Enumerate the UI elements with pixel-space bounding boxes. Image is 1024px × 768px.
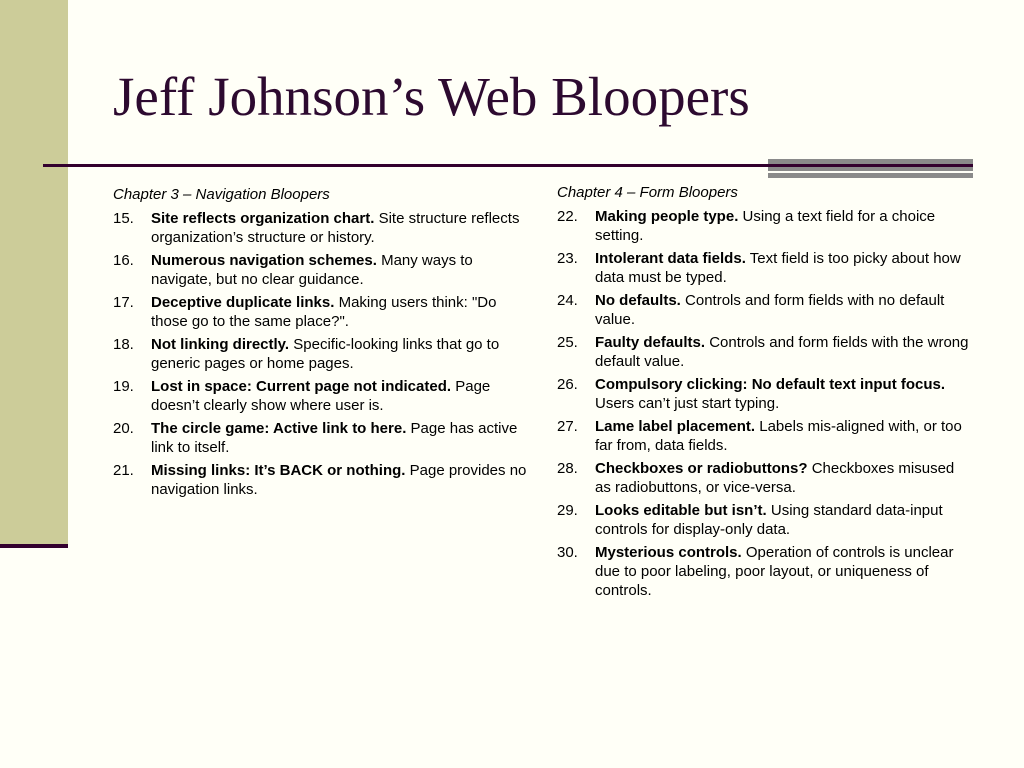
divider-accent-stripes bbox=[768, 159, 973, 177]
list-item bbox=[113, 461, 528, 499]
item-text: Operation of controls is unclear due to poor labeling, poor layout, or uniqueness of controls. bbox=[595, 544, 954, 599]
item-text: Specific-looking links that go to generic pages or home pages. bbox=[151, 336, 500, 372]
list-item bbox=[557, 417, 972, 455]
item-title: Checkboxes or radiobuttons? bbox=[595, 460, 808, 477]
item-title: Numerous navigation schemes. bbox=[151, 252, 377, 269]
item-title: Missing links: It’s BACK or nothing. bbox=[151, 462, 406, 479]
item-number: 16. bbox=[113, 252, 134, 269]
item-title: Faulty defaults. bbox=[595, 334, 706, 351]
item-number: 25. bbox=[557, 334, 578, 351]
left-column bbox=[113, 185, 528, 503]
item-number: 15. bbox=[113, 210, 134, 227]
item-number: 19. bbox=[113, 378, 134, 395]
item-title: Making people type. bbox=[595, 208, 739, 225]
item-text: Page doesn’t clearly show where user is. bbox=[151, 378, 491, 414]
item-title: The circle game: Active link to here. bbox=[151, 420, 407, 437]
item-text: Making users think: "Do those go to the same place?". bbox=[151, 294, 497, 330]
item-title: Site reflects organization chart. bbox=[151, 210, 375, 227]
list-item bbox=[557, 249, 972, 287]
item-title: Lost in space: Current page not indicated. bbox=[151, 378, 452, 395]
list-item bbox=[113, 209, 528, 247]
item-text: Checkboxes misused as radiobuttons, or vice-versa. bbox=[595, 460, 955, 496]
item-number: 22. bbox=[557, 208, 578, 225]
chapter-heading-right: Chapter 4 – Form Bloopers bbox=[557, 184, 738, 201]
item-number: 24. bbox=[557, 292, 578, 309]
item-text: Many ways to navigate, but no clear guidance. bbox=[151, 252, 473, 288]
side-accent-line bbox=[0, 544, 68, 548]
side-accent-bar bbox=[0, 0, 68, 545]
item-text: Using standard data-input controls for display-only data. bbox=[595, 502, 943, 538]
list-item bbox=[113, 419, 528, 457]
item-number: 23. bbox=[557, 250, 578, 267]
list-item bbox=[113, 335, 528, 373]
item-title: Mysterious controls. bbox=[595, 544, 742, 561]
item-number: 17. bbox=[113, 294, 134, 311]
item-number: 18. bbox=[113, 336, 134, 353]
item-number: 27. bbox=[557, 418, 578, 435]
item-title: Deceptive duplicate links. bbox=[151, 294, 335, 311]
item-number: 29. bbox=[557, 502, 578, 519]
item-text: Page provides no navigation links. bbox=[151, 462, 527, 498]
slide-title: Jeff Johnson’s Web Bloopers bbox=[113, 66, 750, 127]
item-text: Controls and form fields with no default value. bbox=[595, 292, 945, 328]
item-number: 28. bbox=[557, 460, 578, 477]
item-text: Using a text field for a choice setting. bbox=[595, 208, 936, 244]
list-item bbox=[113, 377, 528, 415]
list-item bbox=[557, 375, 972, 413]
item-title: Lame label placement. bbox=[595, 418, 756, 435]
list-item bbox=[557, 333, 972, 371]
item-number: 26. bbox=[557, 376, 578, 393]
list-item bbox=[557, 291, 972, 329]
chapter-heading-left: Chapter 3 – Navigation Bloopers bbox=[113, 186, 330, 203]
list-item bbox=[557, 543, 972, 600]
item-title: Compulsory clicking: No default text input focus. bbox=[595, 376, 946, 393]
list-item bbox=[557, 501, 972, 539]
list-item bbox=[557, 207, 972, 245]
item-number: 30. bbox=[557, 544, 578, 561]
right-column bbox=[557, 183, 972, 604]
item-title: Not linking directly. bbox=[151, 336, 290, 353]
item-title: No defaults. bbox=[595, 292, 681, 309]
item-text: Users can’t just start typing. bbox=[595, 395, 780, 412]
item-text: Labels mis-aligned with, or too far from, data fields. bbox=[595, 418, 962, 454]
item-title: Intolerant data fields. bbox=[595, 250, 746, 267]
list-item bbox=[113, 251, 528, 289]
list-item bbox=[557, 459, 972, 497]
list-item bbox=[113, 293, 528, 331]
item-number: 21. bbox=[113, 462, 134, 479]
item-text: Site structure reflects organization’s structure or history. bbox=[151, 210, 520, 246]
item-text: Page has active link to itself. bbox=[151, 420, 518, 456]
item-number: 20. bbox=[113, 420, 134, 437]
item-text: Controls and form fields with the wrong default value. bbox=[595, 334, 969, 370]
item-title: Looks editable but isn’t. bbox=[595, 502, 767, 519]
item-text: Text field is too picky about how data must be typed. bbox=[595, 250, 961, 286]
